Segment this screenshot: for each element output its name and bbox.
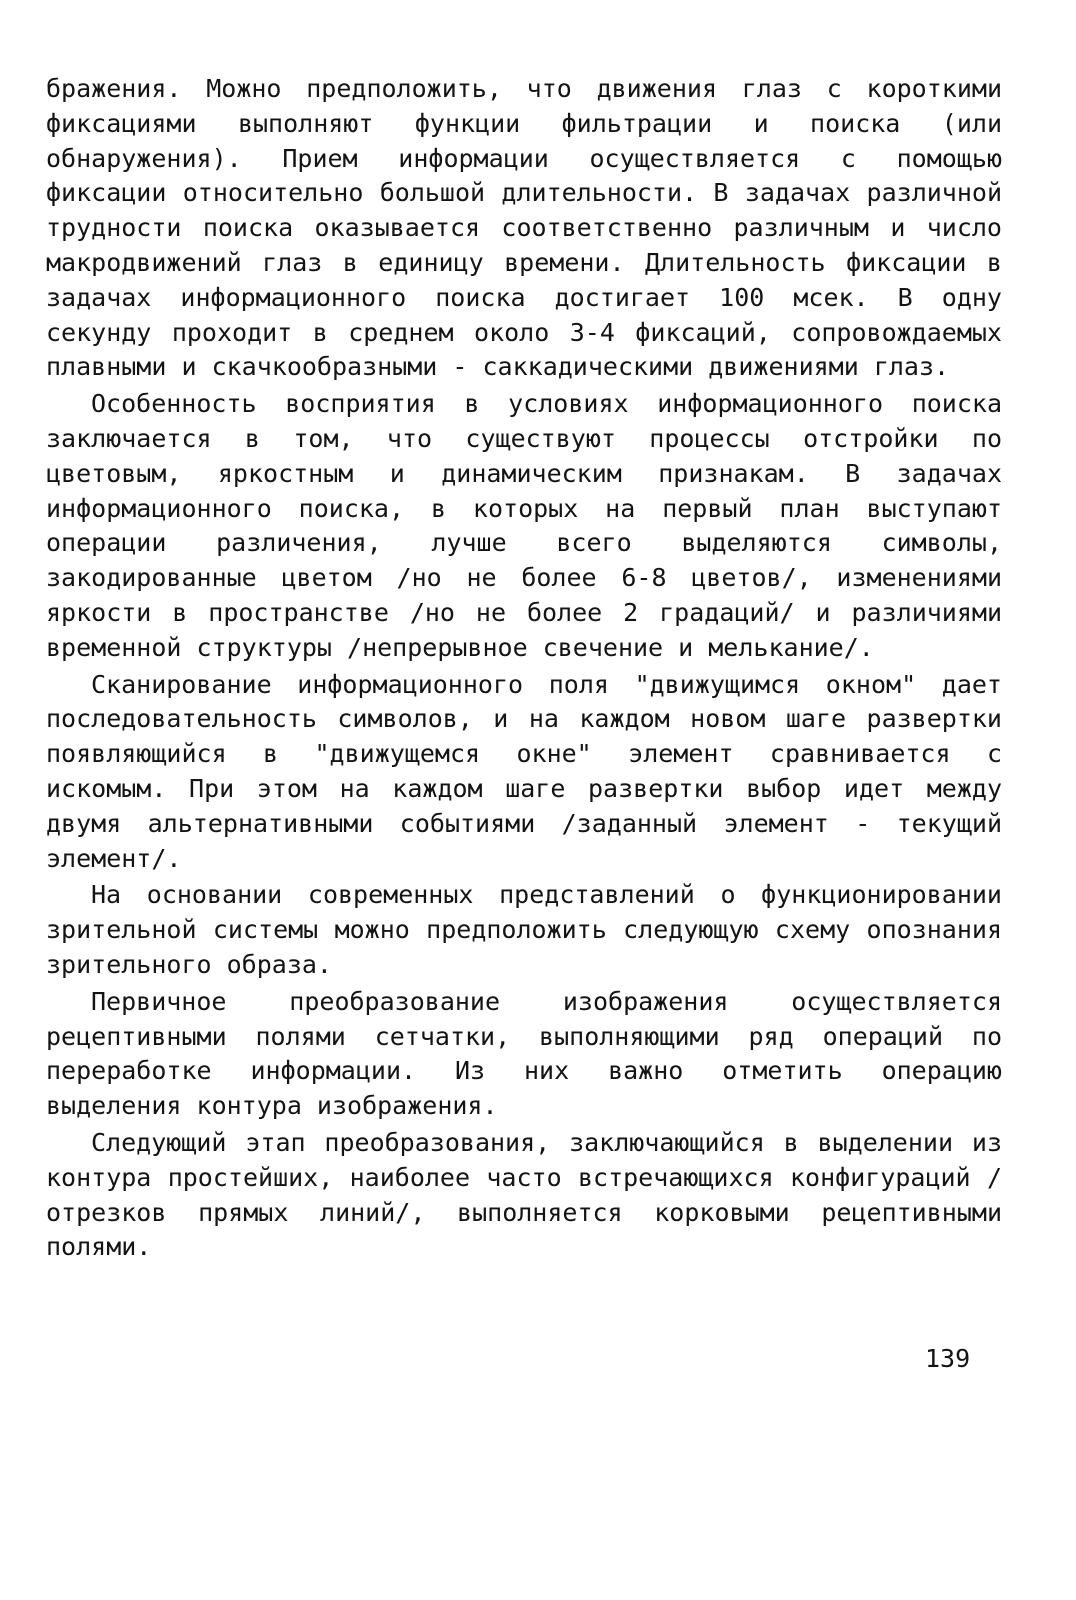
body-text: [46, 72, 1002, 1267]
paragraph-3: Сканирование информационного поля "движущимся окном" дает последовательность символов, и на каждом новом шаге развертки появляющийся в "движущемся окне" элемент сравнивается с искомым. При этом на каждом шаге развертки выбор идет между двумя альтернативными событиями /заданный элемент - текущий элемент/.: [46, 669, 1002, 873]
paragraph-2: Особенность восприятия в условиях информационного поиска заключается в том, что существуют процессы отстройки по цветовым, яркостным и динамическим признакам. В задачах информационного поиска, в которых на первый план выступают операции различения, лучше всего выделяются символы, закодированные цветом /но не более 6-8 цветов/, изменениями яркости в пространстве /но не более 2 градаций/ и различиями временной структуры /непрерывное свечение и мелькание/.: [46, 389, 1002, 662]
paragraph-6: Следующий этап преобразования, заключающийся в выделении из контура простейших, наиболее часто встречающихся конфигураций /отрезков прямых линий/, выполняется корковыми рецептивными полями.: [46, 1127, 1002, 1262]
page-number: 139: [925, 1344, 971, 1373]
paragraph-5: Первичное преобразование изображения осуществляется рецептивными полями сетчатки, выполняющими ряд операций по переработке информации. Из них важно отметить операцию выделения контура изображения.: [46, 986, 1002, 1121]
paragraph-1: бражения. Можно предположить, что движения глаз с короткими фиксациями выполняют функции фильтрации и поиска (или обнаружения). Прием информации осуществляется с помощью фиксации относительно большой длительности. В задачах различной трудности поиска оказывается соответственно различным и число макродвижений глаз в единицу времени. Длительность фиксации в задачах информационного поиска достигает 100 мсек. В одну секунду проходит в среднем около 3-4 фиксаций, сопровождаемых плавными и скачкообразными - саккадическими движениями глаз.: [46, 74, 1002, 382]
paragraph-4: На основании современных представлений о функционировании зрительной системы можно предположить следующую схему опознания зрительного образа.: [46, 880, 1002, 979]
